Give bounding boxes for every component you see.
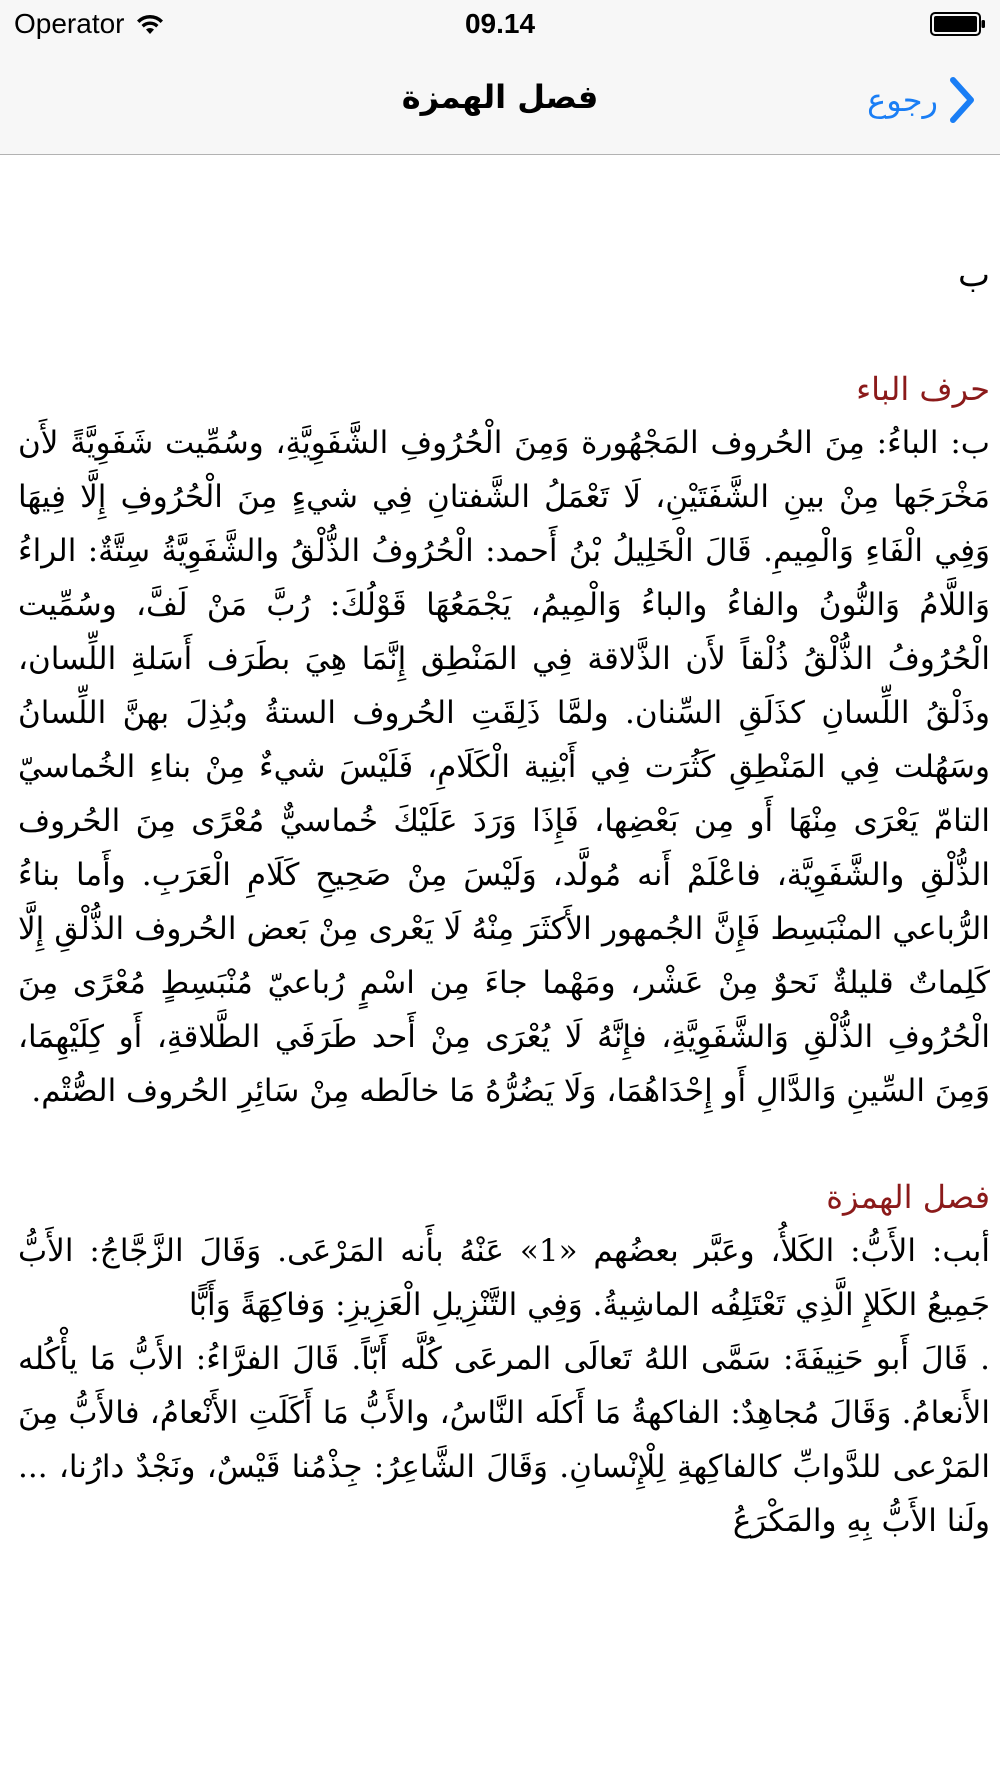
- section-harf-al-baa: [18, 362, 990, 1118]
- back-button-label: رجوع: [867, 81, 938, 119]
- chevron-right-icon: [948, 76, 976, 124]
- article-content: [18, 156, 990, 1778]
- status-bar: [0, 0, 1000, 50]
- battery-icon: [930, 12, 986, 36]
- section-title: فصل الهمزة: [826, 1178, 990, 1216]
- section-paragraph: أبب: الأَبُّ: الكَلأُ، وعَبَّر بعضُهم «1» عَنْهُ بأَنه المَرْعَى. وَقَالَ الزَّجَّاجُ: الأَبُّ جَمِيعُ الكَلإِ الَّذِي تَعْتَلِفُه الماشِيةُ. وَفِي التَّنْزِيلِ الْعَزِيزِ: وَفاكِهَةً وَأَبًّا: [18, 1233, 990, 1323]
- page-title: فصل الهمزة: [401, 78, 599, 116]
- navigation-bar: [0, 50, 1000, 155]
- section-paragraph: ب: الباءُ: مِنَ الحُروف المَجْهُورة وَمِنَ الْحُرُوفِ الشَّفَوِيَّةِ، وسُمِّيت شَفَوِيَّةً لأَن مَخْرَجَها مِنْ بينِ الشَّفَتَيْنِ، لَا تَعْمَلُ الشَّفتانِ فِي شيءٍ مِنَ الْحُرُوفِ إِلَّا فِيهَا وَفِي الْفَاءِ وَالْمِيمِ. قَالَ الْخَلِيلُ بْنُ أَحمد: الْحُرُوفُ الذُّلْقُ والشَّفَوِيَّةُ سِتَّةٌ: الراءُ وَاللَّامُ وَالنُّونُ والفاءُ والباءُ وَالْمِيمُ، يَجْمَعُهَا قَوْلُكَ: رُبَّ مَنْ لَفَّ، وسُمِّيت الْحُرُوفُ الذُّلْقُ ذُلْقاً لأَن الذَّلاقة فِي المَنْطِق إِنَّمَا هِيَ بطَرَف أَسَلةِ اللِّسان، وذَلْقُ اللِّسانِ كذَلَقِ السِّنان. ولمَّا ذَلِقَتِ الحُروف الستةُ وبُذِلَ بهنَّ اللِّسانُ وسَهُلت فِي المَنْطِقِ كَثُرَت فِي أَبْنِية الْكَلَامِ، فَلَيْسَ شيءٌ مِنْ بناءِ الخُماسيّ التامّ يَعْرَى مِنْهَا أَو مِن بَعْضِها، فَإِذَا وَرَدَ عَلَيْكَ خُماسيٌّ مُعْرًى مِنَ الحُروف الذُّلْقِ والشَّفَوِيَّة، فاعْلَمْ أَنه مُولَّد، وَلَيْسَ مِنْ صَحِيحِ كَلَامِ الْعَرَبِ. وأَما بناءُ الرُّباعي المنْبَسِط فَإِنَّ الجُمهور الأَكثَرَ مِنْهُ لَا يَعْرى مِنْ بَعض الحُروف الذُّلْقِ إِلَّا كَلِماتٌ قليلةٌ نَحوٌ مِنْ عَشْر، ومَهْما جاءَ مِن اسْمٍ رُباعيّ مُنْبَسِطٍ مُعْرًى مِنَ الْحُرُوفِ الذُّلْقِ وَالشَّفَوِيَّةِ، فإِنَّهُ لَا يُعْرَى مِنْ أَحد طَرَفَي الطَّلاقةِ، أَو كِلَيْهِمَا، وَمِنَ السِّينِ وَالدَّالِ أَو إِحْدَاهُمَا، وَلَا يَضُرُّهُ مَا خالَطه مِنْ سَائِرِ الحُروف الصُّتْم.: [18, 425, 990, 1109]
- letter-heading: ب: [957, 255, 990, 295]
- status-time: 09.14: [464, 8, 536, 39]
- section-paragraph: . قَالَ أَبو حَنِيفَةَ: سَمَّى اللهُ تَعالَى المرعَى كُلَّه أَبّاً. قَالَ الفرَّاءُ: الأَبُّ مَا يأْكُله الأَنعامُ. وَقَالَ مُجاهِدٌ: الفاكهةُ مَا أَكلَه النَّاسُ، والأَبُّ مَا أَكَلَتِ الأَنْعامُ، فالأَبُّ مِنَ المَرْعى للدَّوابِّ كالفاكِهةِ لِلْإِنْسانِ. وَقَالَ الشَّاعِرُ: جِذْمُنا قَيْسٌ، ونَجْدٌ دارُنا، ... ولَنا الأَبُّ بِهِ والمَكْرَعُ: [18, 1341, 990, 1539]
- section-fasl-al-hamza: [18, 1170, 990, 1548]
- section-title: حرف الباء: [856, 370, 990, 408]
- back-button[interactable]: [867, 70, 976, 130]
- carrier-label: Operator: [14, 8, 125, 39]
